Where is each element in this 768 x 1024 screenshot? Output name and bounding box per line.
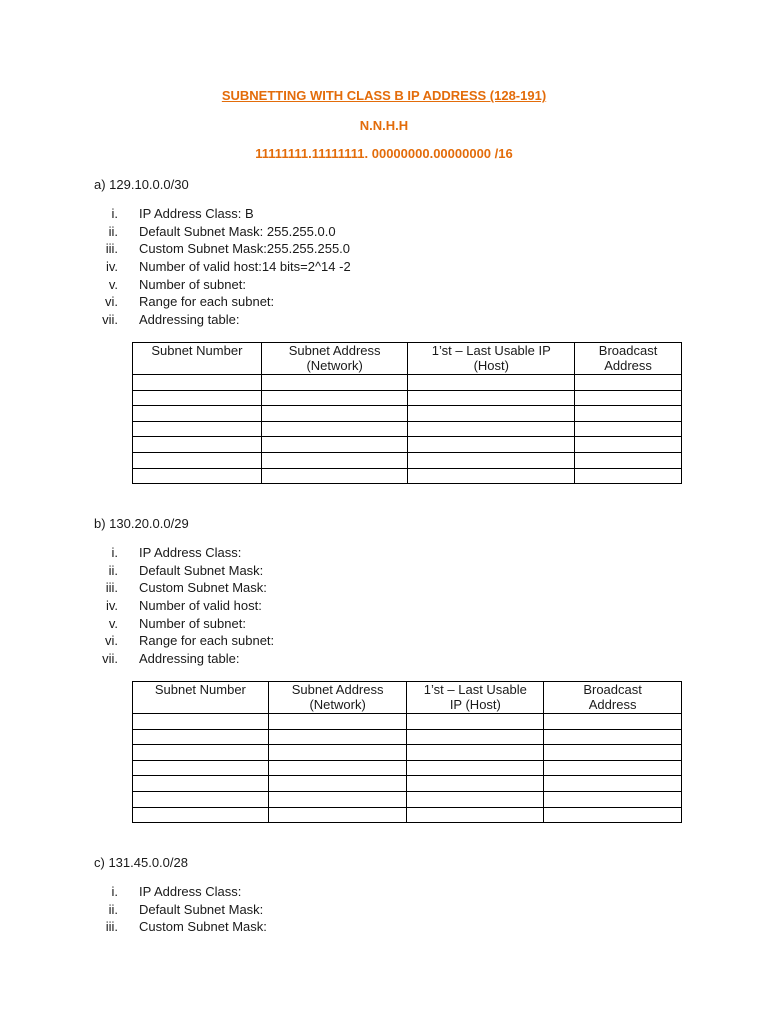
table-cell[interactable] bbox=[261, 452, 408, 468]
table-cell[interactable] bbox=[575, 406, 682, 422]
item-text: Number of valid host: bbox=[139, 598, 262, 614]
item-text: Number of subnet: bbox=[139, 615, 246, 631]
table-cell[interactable] bbox=[544, 714, 682, 730]
table-cell[interactable] bbox=[133, 745, 269, 761]
item-text: Number of valid host:14 bits=2^14 -2 bbox=[139, 259, 351, 275]
section-c-questions bbox=[94, 883, 267, 936]
table-cell[interactable] bbox=[261, 421, 408, 437]
table-cell[interactable] bbox=[133, 714, 269, 730]
item-text: Custom Subnet Mask: bbox=[139, 580, 267, 596]
table-row bbox=[133, 760, 682, 776]
item-text: Range for each subnet: bbox=[139, 294, 275, 310]
subnet-mask-binary: 11111111.11111111. 00000000.00000000 /16 bbox=[255, 146, 513, 161]
item-number: i. bbox=[111, 884, 118, 899]
item-text: Default Subnet Mask: bbox=[139, 901, 264, 917]
item-text: Custom Subnet Mask:255.255.255.0 bbox=[139, 241, 351, 257]
addressing-table-b bbox=[132, 681, 682, 823]
table-cell[interactable] bbox=[408, 421, 575, 437]
list-item bbox=[94, 240, 351, 258]
table-cell[interactable] bbox=[133, 807, 269, 823]
section-b-label: b) 130.20.0.0/29 bbox=[94, 516, 189, 531]
table-header: Subnet Number bbox=[133, 682, 269, 714]
table-cell[interactable] bbox=[407, 776, 544, 792]
table-body bbox=[133, 714, 682, 823]
table-header: Broadcast Address bbox=[544, 682, 682, 714]
item-number: iv. bbox=[105, 598, 118, 614]
item-number: vi. bbox=[105, 294, 118, 310]
table-cell[interactable] bbox=[408, 452, 575, 468]
table-cell[interactable] bbox=[408, 437, 575, 453]
item-text: Number of subnet: bbox=[139, 276, 246, 292]
item-number: i. bbox=[111, 545, 118, 560]
list-item bbox=[94, 205, 351, 223]
item-number: ii. bbox=[108, 901, 118, 917]
item-number: iii. bbox=[105, 241, 118, 257]
item-number: v. bbox=[108, 276, 118, 292]
table-cell[interactable] bbox=[268, 760, 407, 776]
list-item bbox=[94, 544, 274, 562]
list-item bbox=[94, 579, 274, 597]
table-row bbox=[133, 437, 682, 453]
table-cell[interactable] bbox=[133, 760, 269, 776]
table-cell[interactable] bbox=[575, 421, 682, 437]
list-item bbox=[94, 293, 351, 311]
document-subtitle: N.N.H.H bbox=[359, 118, 409, 133]
addressing-table-a bbox=[132, 342, 682, 484]
table-cell[interactable] bbox=[408, 406, 575, 422]
list-item bbox=[94, 597, 274, 615]
item-text: IP Address Class: bbox=[139, 545, 242, 560]
item-number: v. bbox=[108, 615, 118, 631]
table-cell[interactable] bbox=[261, 468, 408, 484]
table-cell[interactable] bbox=[268, 745, 407, 761]
section-a-questions bbox=[94, 205, 351, 329]
document-title: SUBNETTING WITH CLASS B IP ADDRESS (128-191) bbox=[221, 88, 547, 103]
list-item bbox=[94, 918, 267, 936]
item-number: vi. bbox=[105, 633, 118, 649]
table-cell[interactable] bbox=[544, 807, 682, 823]
table-cell[interactable] bbox=[407, 745, 544, 761]
table-row bbox=[133, 452, 682, 468]
table-cell[interactable] bbox=[268, 807, 407, 823]
table-header: Subnet Address (Network) bbox=[261, 343, 408, 375]
table-cell[interactable] bbox=[408, 390, 575, 406]
table-cell[interactable] bbox=[133, 791, 269, 807]
table-cell[interactable] bbox=[544, 776, 682, 792]
table-cell[interactable] bbox=[575, 437, 682, 453]
table-header: Broadcast Address bbox=[575, 343, 682, 375]
list-item bbox=[94, 632, 274, 650]
item-text: Addressing table: bbox=[139, 651, 240, 667]
item-number: ii. bbox=[108, 223, 118, 239]
item-text: Range for each subnet: bbox=[139, 633, 275, 649]
item-number: iii. bbox=[105, 580, 118, 596]
section-a-label: a) 129.10.0.0/30 bbox=[94, 177, 189, 192]
table-row bbox=[133, 745, 682, 761]
item-number: iii. bbox=[105, 919, 118, 935]
table-cell[interactable] bbox=[133, 390, 262, 406]
table-header: 1’st – Last Usable IP (Host) bbox=[407, 682, 544, 714]
table-cell[interactable] bbox=[407, 807, 544, 823]
table-cell[interactable] bbox=[544, 791, 682, 807]
table-cell[interactable] bbox=[407, 714, 544, 730]
table-row bbox=[133, 390, 682, 406]
table-cell[interactable] bbox=[268, 714, 407, 730]
table-cell[interactable] bbox=[268, 729, 407, 745]
table-cell[interactable] bbox=[407, 791, 544, 807]
table-row bbox=[133, 791, 682, 807]
table-cell[interactable] bbox=[544, 760, 682, 776]
table-cell[interactable] bbox=[133, 729, 269, 745]
table-cell[interactable] bbox=[575, 390, 682, 406]
item-number: iv. bbox=[105, 259, 118, 275]
list-item bbox=[94, 883, 267, 901]
table-cell[interactable] bbox=[268, 791, 407, 807]
table-cell[interactable] bbox=[133, 375, 262, 391]
table-cell[interactable] bbox=[544, 745, 682, 761]
table-cell[interactable] bbox=[408, 468, 575, 484]
table-cell[interactable] bbox=[133, 452, 262, 468]
list-item bbox=[94, 615, 274, 633]
table-cell[interactable] bbox=[133, 437, 262, 453]
table-cell[interactable] bbox=[133, 406, 262, 422]
table-header: Subnet Number bbox=[133, 343, 262, 375]
list-item bbox=[94, 562, 274, 580]
table-row bbox=[133, 729, 682, 745]
list-item bbox=[94, 223, 351, 241]
table-cell[interactable] bbox=[575, 468, 682, 484]
item-text: Custom Subnet Mask: bbox=[139, 919, 267, 935]
item-text: Default Subnet Mask: 255.255.0.0 bbox=[139, 223, 336, 239]
item-text: IP Address Class: bbox=[139, 884, 242, 899]
table-cell[interactable] bbox=[133, 421, 262, 437]
list-item bbox=[94, 258, 351, 276]
list-item bbox=[94, 276, 351, 294]
table-row bbox=[133, 807, 682, 823]
table-row bbox=[133, 421, 682, 437]
table-row bbox=[133, 468, 682, 484]
list-item bbox=[94, 311, 351, 329]
table-body bbox=[133, 375, 682, 484]
item-text: IP Address Class: B bbox=[139, 206, 254, 221]
table-header: Subnet Address (Network) bbox=[268, 682, 407, 714]
item-number: i. bbox=[111, 206, 118, 221]
list-item bbox=[94, 650, 274, 668]
table-cell[interactable] bbox=[261, 375, 408, 391]
table-cell[interactable] bbox=[407, 760, 544, 776]
table-cell[interactable] bbox=[575, 452, 682, 468]
table-row bbox=[133, 776, 682, 792]
table-cell[interactable] bbox=[261, 390, 408, 406]
table-header: 1’st – Last Usable IP (Host) bbox=[408, 343, 575, 375]
item-number: vii. bbox=[102, 651, 118, 667]
table-cell[interactable] bbox=[268, 776, 407, 792]
item-text: Default Subnet Mask: bbox=[139, 562, 264, 578]
item-text: Addressing table: bbox=[139, 312, 240, 328]
table-cell[interactable] bbox=[544, 729, 682, 745]
list-item bbox=[94, 901, 267, 919]
table-cell[interactable] bbox=[133, 468, 262, 484]
table-cell[interactable] bbox=[408, 375, 575, 391]
item-number: vii. bbox=[102, 312, 118, 328]
table-row bbox=[133, 714, 682, 730]
table-row bbox=[133, 406, 682, 422]
table-cell[interactable] bbox=[575, 375, 682, 391]
table-cell[interactable] bbox=[261, 406, 408, 422]
table-cell[interactable] bbox=[261, 437, 408, 453]
section-b-questions bbox=[94, 544, 274, 668]
section-c-label: c) 131.45.0.0/28 bbox=[94, 855, 188, 870]
table-cell[interactable] bbox=[407, 729, 544, 745]
table-row bbox=[133, 375, 682, 391]
table-cell[interactable] bbox=[133, 776, 269, 792]
item-number: ii. bbox=[108, 562, 118, 578]
